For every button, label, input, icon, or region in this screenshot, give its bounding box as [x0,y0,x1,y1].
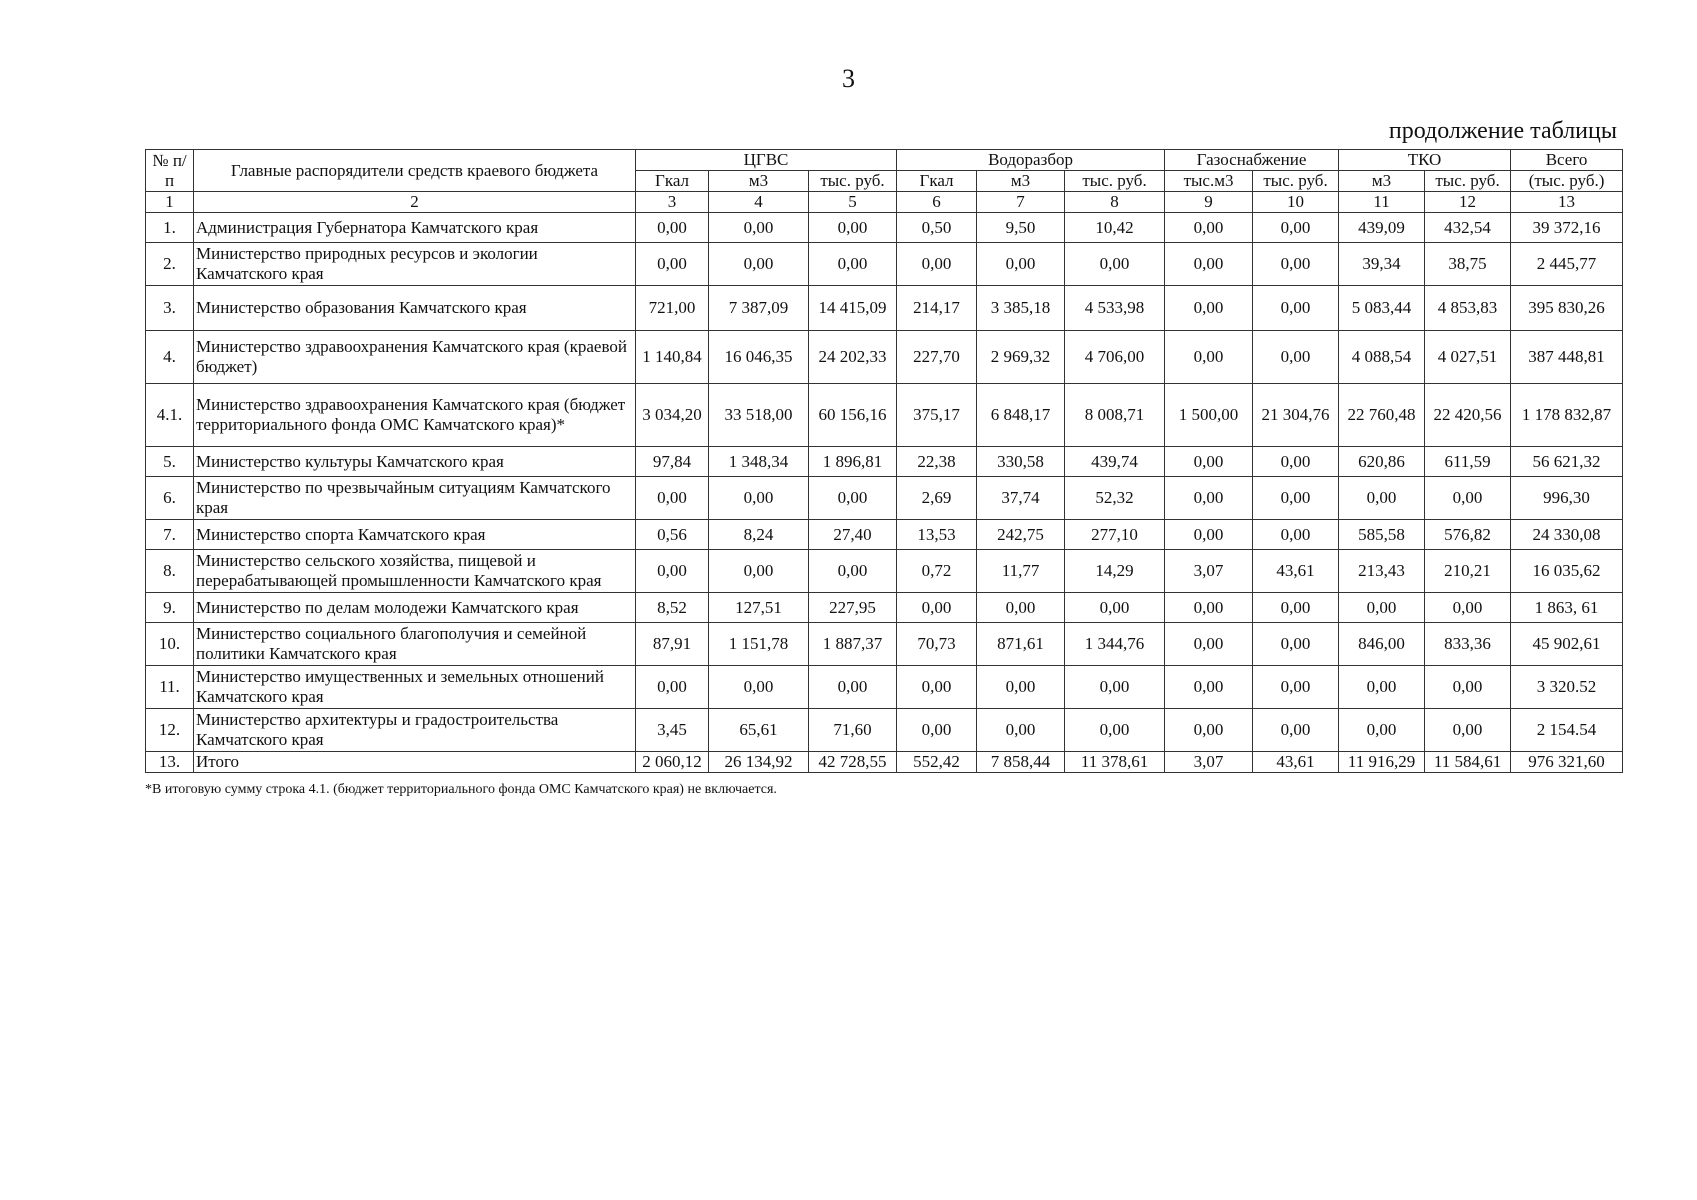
header-group: Газоснабжение [1165,150,1339,171]
value-cell: 0,00 [709,477,809,520]
value-cell: 0,00 [809,550,897,593]
value-cell: 13,53 [897,520,977,550]
header-unit: тыс. руб. [1425,171,1511,192]
row-name: Министерство спорта Камчатского края [194,520,636,550]
value-cell: 38,75 [1425,243,1511,286]
row-name: Министерство образования Камчатского края [194,286,636,331]
header-group: ЦГВС [636,150,897,171]
value-cell: 0,00 [709,550,809,593]
footnote: *В итоговую сумму строка 4.1. (бюджет территориального фонда ОМС Камчатского края) не включается. [145,782,777,797]
value-cell: 4 027,51 [1425,331,1511,384]
row-number: 7. [146,520,194,550]
value-cell: 4 533,98 [1065,286,1165,331]
value-cell: 0,00 [809,213,897,243]
header-group: Всего [1511,150,1623,171]
value-cell: 0,00 [636,666,709,709]
value-cell: 6 848,17 [977,384,1065,447]
value-cell: 2 969,32 [977,331,1065,384]
value-cell: 27,40 [809,520,897,550]
column-number: 5 [809,192,897,213]
value-cell: 0,00 [1253,709,1339,752]
value-cell: 0,00 [1165,623,1253,666]
value-cell: 0,56 [636,520,709,550]
value-cell: 0,00 [1165,520,1253,550]
value-cell: 11 378,61 [1065,752,1165,773]
value-cell: 0,00 [897,593,977,623]
value-cell: 8 008,71 [1065,384,1165,447]
row-number: 8. [146,550,194,593]
value-cell: 432,54 [1425,213,1511,243]
value-cell: 0,00 [1425,593,1511,623]
value-cell: 611,59 [1425,447,1511,477]
row-number: 4.1. [146,384,194,447]
row-number: 5. [146,447,194,477]
value-cell: 0,00 [1339,477,1425,520]
table-row [146,477,1623,520]
value-cell: 24 202,33 [809,331,897,384]
value-cell: 22,38 [897,447,977,477]
value-cell: 1 344,76 [1065,623,1165,666]
value-cell: 37,74 [977,477,1065,520]
value-cell: 14,29 [1065,550,1165,593]
value-cell: 0,00 [1065,666,1165,709]
value-cell: 0,00 [636,213,709,243]
value-cell: 39,34 [1339,243,1425,286]
value-cell: 60 156,16 [809,384,897,447]
value-cell: 2 154.54 [1511,709,1623,752]
value-cell: 8,24 [709,520,809,550]
header-name: Главные распорядители средств краевого бюджета [194,150,636,192]
value-cell: 7 858,44 [977,752,1065,773]
value-cell: 976 321,60 [1511,752,1623,773]
column-number: 11 [1339,192,1425,213]
value-cell: 8,52 [636,593,709,623]
value-cell: 330,58 [977,447,1065,477]
value-cell: 2,69 [897,477,977,520]
value-cell: 1 500,00 [1165,384,1253,447]
value-cell: 1 348,34 [709,447,809,477]
row-name: Министерство архитектуры и градостроительства Камчатского края [194,709,636,752]
value-cell: 5 083,44 [1339,286,1425,331]
table-row [146,666,1623,709]
value-cell: 0,00 [1425,477,1511,520]
value-cell: 0,00 [1253,623,1339,666]
value-cell: 14 415,09 [809,286,897,331]
value-cell: 0,00 [809,243,897,286]
value-cell: 210,21 [1425,550,1511,593]
header-group: ТКО [1339,150,1511,171]
value-cell: 0,00 [1253,447,1339,477]
column-number: 9 [1165,192,1253,213]
value-cell: 22 420,56 [1425,384,1511,447]
column-number: 6 [897,192,977,213]
value-cell: 213,43 [1339,550,1425,593]
row-number: 6. [146,477,194,520]
value-cell: 43,61 [1253,550,1339,593]
value-cell: 87,91 [636,623,709,666]
value-cell: 52,32 [1065,477,1165,520]
value-cell: 2 060,12 [636,752,709,773]
value-cell: 0,00 [809,666,897,709]
value-cell: 0,00 [1253,666,1339,709]
value-cell: 0,00 [1425,709,1511,752]
value-cell: 22 760,48 [1339,384,1425,447]
column-number: 2 [194,192,636,213]
value-cell: 16 046,35 [709,331,809,384]
value-cell: 45 902,61 [1511,623,1623,666]
row-number: 2. [146,243,194,286]
row-name: Министерство культуры Камчатского края [194,447,636,477]
row-number: 9. [146,593,194,623]
value-cell: 4 088,54 [1339,331,1425,384]
value-cell: 3 034,20 [636,384,709,447]
table-row [146,243,1623,286]
value-cell: 0,00 [1165,593,1253,623]
value-cell: 0,00 [636,477,709,520]
value-cell: 242,75 [977,520,1065,550]
table-row [146,593,1623,623]
value-cell: 0,00 [1253,520,1339,550]
value-cell: 1 178 832,87 [1511,384,1623,447]
value-cell: 71,60 [809,709,897,752]
value-cell: 871,61 [977,623,1065,666]
value-cell: 439,09 [1339,213,1425,243]
column-number: 12 [1425,192,1511,213]
value-cell: 0,72 [897,550,977,593]
value-cell: 585,58 [1339,520,1425,550]
header-unit: Гкал [636,171,709,192]
row-number: 12. [146,709,194,752]
row-name: Итого [194,752,636,773]
column-number: 3 [636,192,709,213]
header-unit: (тыс. руб.) [1511,171,1623,192]
row-number: 10. [146,623,194,666]
header-group: Водоразбор [897,150,1165,171]
value-cell: 0,00 [1339,709,1425,752]
table-row [146,623,1623,666]
value-cell: 0,00 [1165,243,1253,286]
row-name: Министерство имущественных и земельных отношений Камчатского края [194,666,636,709]
header-unit: Гкал [897,171,977,192]
row-number: 1. [146,213,194,243]
row-name: Администрация Губернатора Камчатского края [194,213,636,243]
value-cell: 0,00 [897,243,977,286]
value-cell: 70,73 [897,623,977,666]
page-number: 3 [842,64,855,93]
value-cell: 0,00 [1065,709,1165,752]
value-cell: 576,82 [1425,520,1511,550]
header-unit: м3 [709,171,809,192]
value-cell: 3,07 [1165,752,1253,773]
value-cell: 833,36 [1425,623,1511,666]
value-cell: 0,00 [1253,286,1339,331]
value-cell: 65,61 [709,709,809,752]
row-name: Министерство сельского хозяйства, пищевой и перерабатывающей промышленности Камчатского края [194,550,636,593]
value-cell: 0,00 [897,709,977,752]
row-number: 3. [146,286,194,331]
value-cell: 0,00 [709,213,809,243]
value-cell: 1 896,81 [809,447,897,477]
row-number: 4. [146,331,194,384]
value-cell: 2 445,77 [1511,243,1623,286]
value-cell: 0,00 [636,550,709,593]
value-cell: 3 320.52 [1511,666,1623,709]
table-row [146,550,1623,593]
value-cell: 227,95 [809,593,897,623]
row-name: Министерство по чрезвычайным ситуациям Камчатского края [194,477,636,520]
value-cell: 16 035,62 [1511,550,1623,593]
value-cell: 0,00 [1165,666,1253,709]
value-cell: 0,00 [709,243,809,286]
value-cell: 0,00 [1253,213,1339,243]
column-number: 1 [146,192,194,213]
value-cell: 3,45 [636,709,709,752]
table-row [146,286,1623,331]
row-name: Министерство по делам молодежи Камчатского края [194,593,636,623]
value-cell: 11,77 [977,550,1065,593]
row-number: 13. [146,752,194,773]
value-cell: 0,00 [977,243,1065,286]
value-cell: 26 134,92 [709,752,809,773]
row-number: 11. [146,666,194,709]
value-cell: 0,00 [1253,331,1339,384]
value-cell: 0,00 [709,666,809,709]
value-cell: 0,00 [1425,666,1511,709]
value-cell: 4 853,83 [1425,286,1511,331]
value-cell: 996,30 [1511,477,1623,520]
column-number: 4 [709,192,809,213]
table-row [146,384,1623,447]
value-cell: 0,00 [1065,593,1165,623]
value-cell: 214,17 [897,286,977,331]
value-cell: 0,00 [1165,331,1253,384]
row-name: Министерство природных ресурсов и экологии Камчатского края [194,243,636,286]
row-name: Министерство здравоохранения Камчатского края (краевой бюджет) [194,331,636,384]
value-cell: 0,00 [1165,709,1253,752]
column-number: 7 [977,192,1065,213]
value-cell: 846,00 [1339,623,1425,666]
table-row [146,709,1623,752]
table-row [146,520,1623,550]
continuation-label: продолжение таблицы [1388,118,1617,144]
header-unit: тыс. руб. [1253,171,1339,192]
value-cell: 21 304,76 [1253,384,1339,447]
value-cell: 0,00 [1165,447,1253,477]
value-cell: 0,50 [897,213,977,243]
value-cell: 3 385,18 [977,286,1065,331]
value-cell: 0,00 [897,666,977,709]
value-cell: 721,00 [636,286,709,331]
value-cell: 0,00 [1253,243,1339,286]
value-cell: 1 140,84 [636,331,709,384]
value-cell: 3,07 [1165,550,1253,593]
value-cell: 42 728,55 [809,752,897,773]
header-unit: м3 [1339,171,1425,192]
value-cell: 0,00 [1165,213,1253,243]
value-cell: 0,00 [1339,666,1425,709]
value-cell: 33 518,00 [709,384,809,447]
column-number: 10 [1253,192,1339,213]
header-no: № п/п [146,150,194,192]
value-cell: 620,86 [1339,447,1425,477]
value-cell: 43,61 [1253,752,1339,773]
value-cell: 0,00 [636,243,709,286]
value-cell: 56 621,32 [1511,447,1623,477]
header-unit: тыс. руб. [809,171,897,192]
value-cell: 375,17 [897,384,977,447]
table-row [146,447,1623,477]
value-cell: 11 584,61 [1425,752,1511,773]
value-cell: 0,00 [809,477,897,520]
value-cell: 0,00 [977,593,1065,623]
value-cell: 552,42 [897,752,977,773]
value-cell: 0,00 [1165,477,1253,520]
value-cell: 227,70 [897,331,977,384]
value-cell: 0,00 [1253,593,1339,623]
row-name: Министерство социального благополучия и семейной политики Камчатского края [194,623,636,666]
value-cell: 127,51 [709,593,809,623]
table-row [146,213,1623,243]
value-cell: 0,00 [1165,286,1253,331]
table-row [146,331,1623,384]
row-name: Министерство здравоохранения Камчатского края (бюджет территориального фонда ОМС Камчатского края)* [194,384,636,447]
budget-table [145,149,1623,773]
header-unit: тыс.м3 [1165,171,1253,192]
header-unit: тыс. руб. [1065,171,1165,192]
column-number: 8 [1065,192,1165,213]
value-cell: 24 330,08 [1511,520,1623,550]
value-cell: 97,84 [636,447,709,477]
value-cell: 1 151,78 [709,623,809,666]
column-number: 13 [1511,192,1623,213]
value-cell: 277,10 [1065,520,1165,550]
value-cell: 0,00 [977,666,1065,709]
header-unit: м3 [977,171,1065,192]
table-row [146,752,1623,773]
value-cell: 1 863, 61 [1511,593,1623,623]
value-cell: 39 372,16 [1511,213,1623,243]
value-cell: 9,50 [977,213,1065,243]
value-cell: 439,74 [1065,447,1165,477]
value-cell: 11 916,29 [1339,752,1425,773]
value-cell: 395 830,26 [1511,286,1623,331]
value-cell: 10,42 [1065,213,1165,243]
value-cell: 0,00 [1253,477,1339,520]
value-cell: 387 448,81 [1511,331,1623,384]
value-cell: 0,00 [977,709,1065,752]
value-cell: 1 887,37 [809,623,897,666]
value-cell: 0,00 [1065,243,1165,286]
value-cell: 7 387,09 [709,286,809,331]
value-cell: 4 706,00 [1065,331,1165,384]
value-cell: 0,00 [1339,593,1425,623]
